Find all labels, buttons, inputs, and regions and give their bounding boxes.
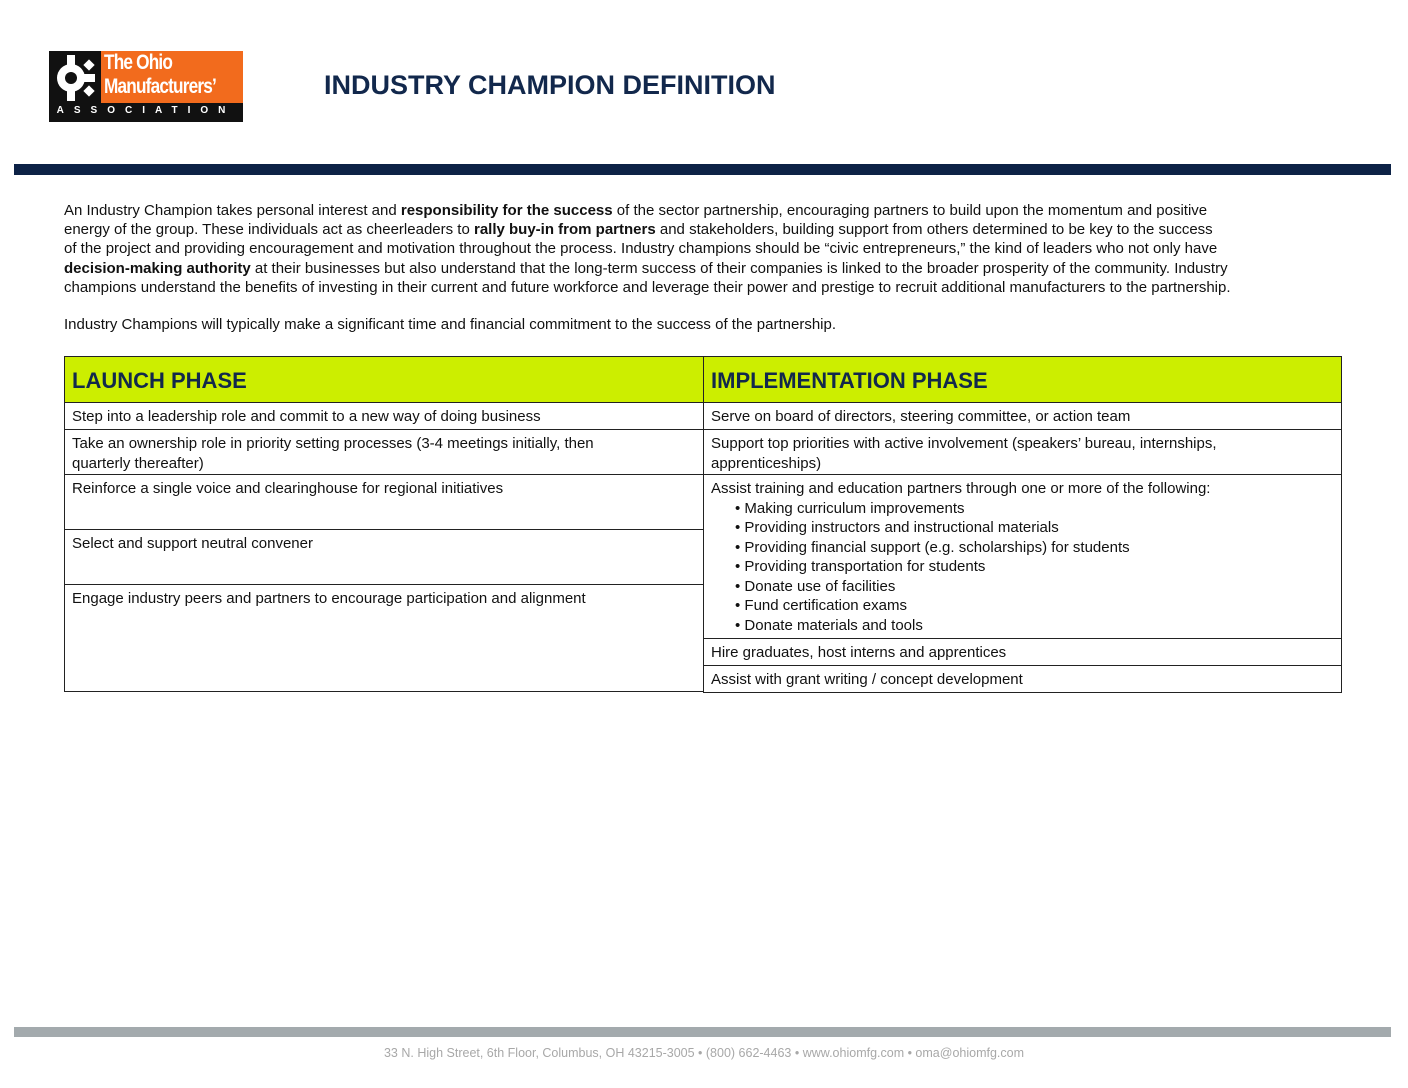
logo-association: ASSOCIATION [56, 105, 236, 116]
bold-phrase: decision-making authority [64, 259, 251, 277]
text-segment: An Industry Champion takes personal interest and [64, 202, 401, 219]
table-row: Engage industry peers and partners to encourage participation and alignment [64, 585, 703, 692]
bullet-item: • Providing financial support (e.g. scholarships) for students [735, 538, 1334, 558]
launch-phase-header: LAUNCH PHASE [64, 356, 703, 403]
intro-line [64, 239, 1231, 258]
footer-contact: 33 N. High Street, 6th Floor, Columbus, OH 43215-3005 • (800) 662-4463 • www.ohiomfg.com • oma@ohiomfg.com [383, 1046, 1024, 1060]
implementation-phase-header: IMPLEMENTATION PHASE [703, 356, 1342, 403]
bullet-item: • Donate use of facilities [735, 577, 1334, 597]
intro-line [64, 278, 1231, 297]
oma-logo [49, 51, 243, 122]
intro-line [64, 201, 1231, 220]
text-segment: of the project and providing encouragement and motivation throughout the process. Industry champions should be “civic entrepreneurs,” the kind of leaders who not only have [64, 240, 1218, 258]
intro-line [64, 259, 1231, 278]
text-segment: champions understand the benefits of investing in their current and future workforce and leverage their power and prestige to recruit additional manufacturers to the partnership. [64, 278, 1231, 296]
bullet-item: • Fund certification exams [735, 596, 1334, 616]
table-row: Support top priorities with active involvement (speakers’ bureau, internships, apprenticeships) [703, 430, 1342, 475]
table-row: Select and support neutral convener [64, 530, 703, 585]
implementation-phase-column [703, 356, 1342, 693]
intro-paragraph [64, 201, 1231, 297]
training-intro: Assist training and education partners through one or more of the following: [711, 480, 1211, 497]
bullet-item: • Donate materials and tools [735, 616, 1334, 636]
table-row: Reinforce a single voice and clearinghouse for regional initiatives [64, 475, 703, 530]
intro-line [64, 220, 1231, 239]
header-rule [14, 164, 1391, 175]
table-row: Take an ownership role in priority setting processes (3-4 meetings initially, then quarterly thereafter) [64, 430, 703, 475]
table-row [703, 475, 1342, 639]
logo-line1: The Ohio [104, 51, 173, 74]
page-title: INDUSTRY CHAMPION DEFINITION [324, 70, 776, 100]
bold-phrase: responsibility for the success [400, 202, 613, 219]
bullet-item: • Providing instructors and instructional materials [735, 518, 1334, 538]
gear-icon [51, 53, 101, 103]
text-segment: of the sector partnership, encouraging partners to build upon the momentum and positive [612, 202, 1208, 219]
table-row: Serve on board of directors, steering committee, or action team [703, 403, 1342, 430]
text-segment: and stakeholders, building support from others determined to be key to the success [655, 221, 1213, 239]
launch-phase-column [64, 356, 703, 692]
logo-line2: Manufacturers’ [104, 75, 216, 98]
text-segment: energy of the group. These individuals act as cheerleaders to [64, 221, 474, 239]
logo-wordmark [101, 51, 243, 103]
table-row: Assist with grant writing / concept development [703, 666, 1342, 693]
intro-commitment: Industry Champions will typically make a significant time and financial commitment to the success of the partnership. [64, 316, 837, 333]
table-row: Step into a leadership role and commit to a new way of doing business [64, 403, 703, 430]
footer-rule [14, 1027, 1391, 1037]
bullet-item: • Making curriculum improvements [735, 499, 1334, 519]
text-segment: at their businesses but also understand that the long-term success of their companies is linked to the broader prosperity of the community. Industry [250, 259, 1228, 277]
bullet-item: • Providing transportation for students [735, 557, 1334, 577]
training-bullet-list [711, 499, 1334, 636]
bold-phrase: rally buy-in from partners [473, 221, 656, 239]
table-row: Hire graduates, host interns and apprentices [703, 639, 1342, 666]
